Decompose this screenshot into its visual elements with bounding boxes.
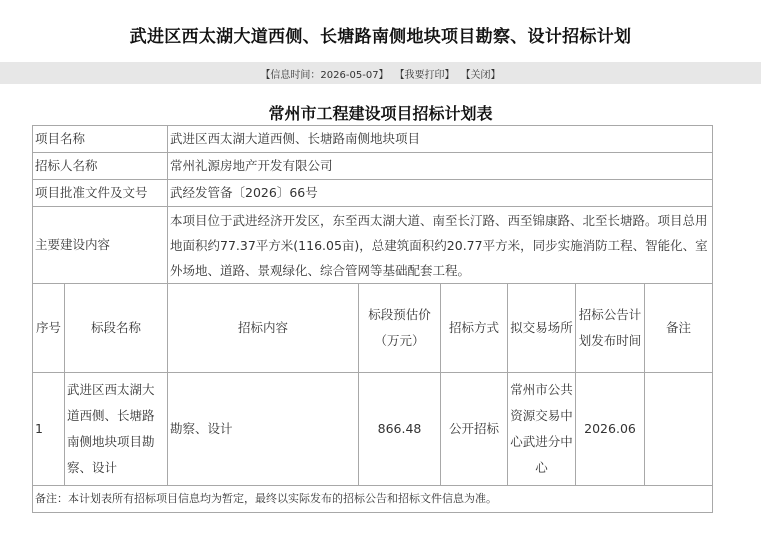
row-project-name <box>33 126 713 153</box>
header-section: 标段名称 <box>65 284 168 373</box>
info-date: 【信息时间：2026-05-07】 <box>260 69 389 81</box>
cell-venue: 常州市公共资源交易中心武进分中心 <box>508 373 576 486</box>
cell-method: 公开招标 <box>441 373 508 486</box>
header-scope: 招标内容 <box>168 284 359 373</box>
row-tenderer <box>33 153 713 180</box>
label-approval: 项目批准文件及文号 <box>33 180 168 207</box>
table-note: 备注：本计划表所有招标项目信息均为暂定，最终以实际发布的招标公告和招标文件信息为准。 <box>33 486 713 513</box>
cell-section: 武进区西太湖大道西侧、长塘路南侧地块项目勘察、设计 <box>65 373 168 486</box>
header-no: 序号 <box>33 284 65 373</box>
header-method: 招标方式 <box>441 284 508 373</box>
cell-no: 1 <box>33 373 65 486</box>
label-tenderer: 招标人名称 <box>33 153 168 180</box>
cell-price: 866.48 <box>359 373 441 486</box>
document-title: 常州市工程建设项目招标计划表 <box>268 104 493 123</box>
tender-plan-table <box>32 125 713 513</box>
header-price: 标段预估价（万元） <box>359 284 441 373</box>
table-row <box>33 373 713 486</box>
cell-remark <box>645 373 713 486</box>
cell-scope: 勘察、设计 <box>168 373 359 486</box>
row-construction-content <box>33 207 713 284</box>
header-remark: 备注 <box>645 284 713 373</box>
label-construction-content: 主要建设内容 <box>33 207 168 284</box>
close-link[interactable]: 【关闭】 <box>460 69 501 81</box>
print-link[interactable]: 【我要打印】 <box>394 69 455 81</box>
cell-publish: 2026.06 <box>576 373 645 486</box>
note-row <box>33 486 713 513</box>
value-construction-content: 本项目位于武进经济开发区，东至西太湖大道、南至长汀路、西至锦康路、北至长塘路。项目总用地面积约77.37平方米(116.05亩)，总建筑面积约20.77平方米，同步实施消防工程、智能化、室外场地、道路、景观绿化、综合管网等基础配套工程。 <box>168 207 713 284</box>
header-publish: 招标公告计划发布时间 <box>576 284 645 373</box>
header-venue: 拟交易场所 <box>508 284 576 373</box>
label-project-name: 项目名称 <box>33 126 168 153</box>
value-project-name: 武进区西太湖大道西侧、长塘路南侧地块项目 <box>168 126 713 153</box>
page-title: 武进区西太湖大道西侧、长塘路南侧地块项目勘察、设计招标计划 <box>129 27 632 47</box>
value-tenderer: 常州礼源房地产开发有限公司 <box>168 153 713 180</box>
row-approval <box>33 180 713 207</box>
meta-bar <box>0 62 761 84</box>
table-header-row <box>33 284 713 373</box>
value-approval: 武经发管备〔2026〕66号 <box>168 180 713 207</box>
